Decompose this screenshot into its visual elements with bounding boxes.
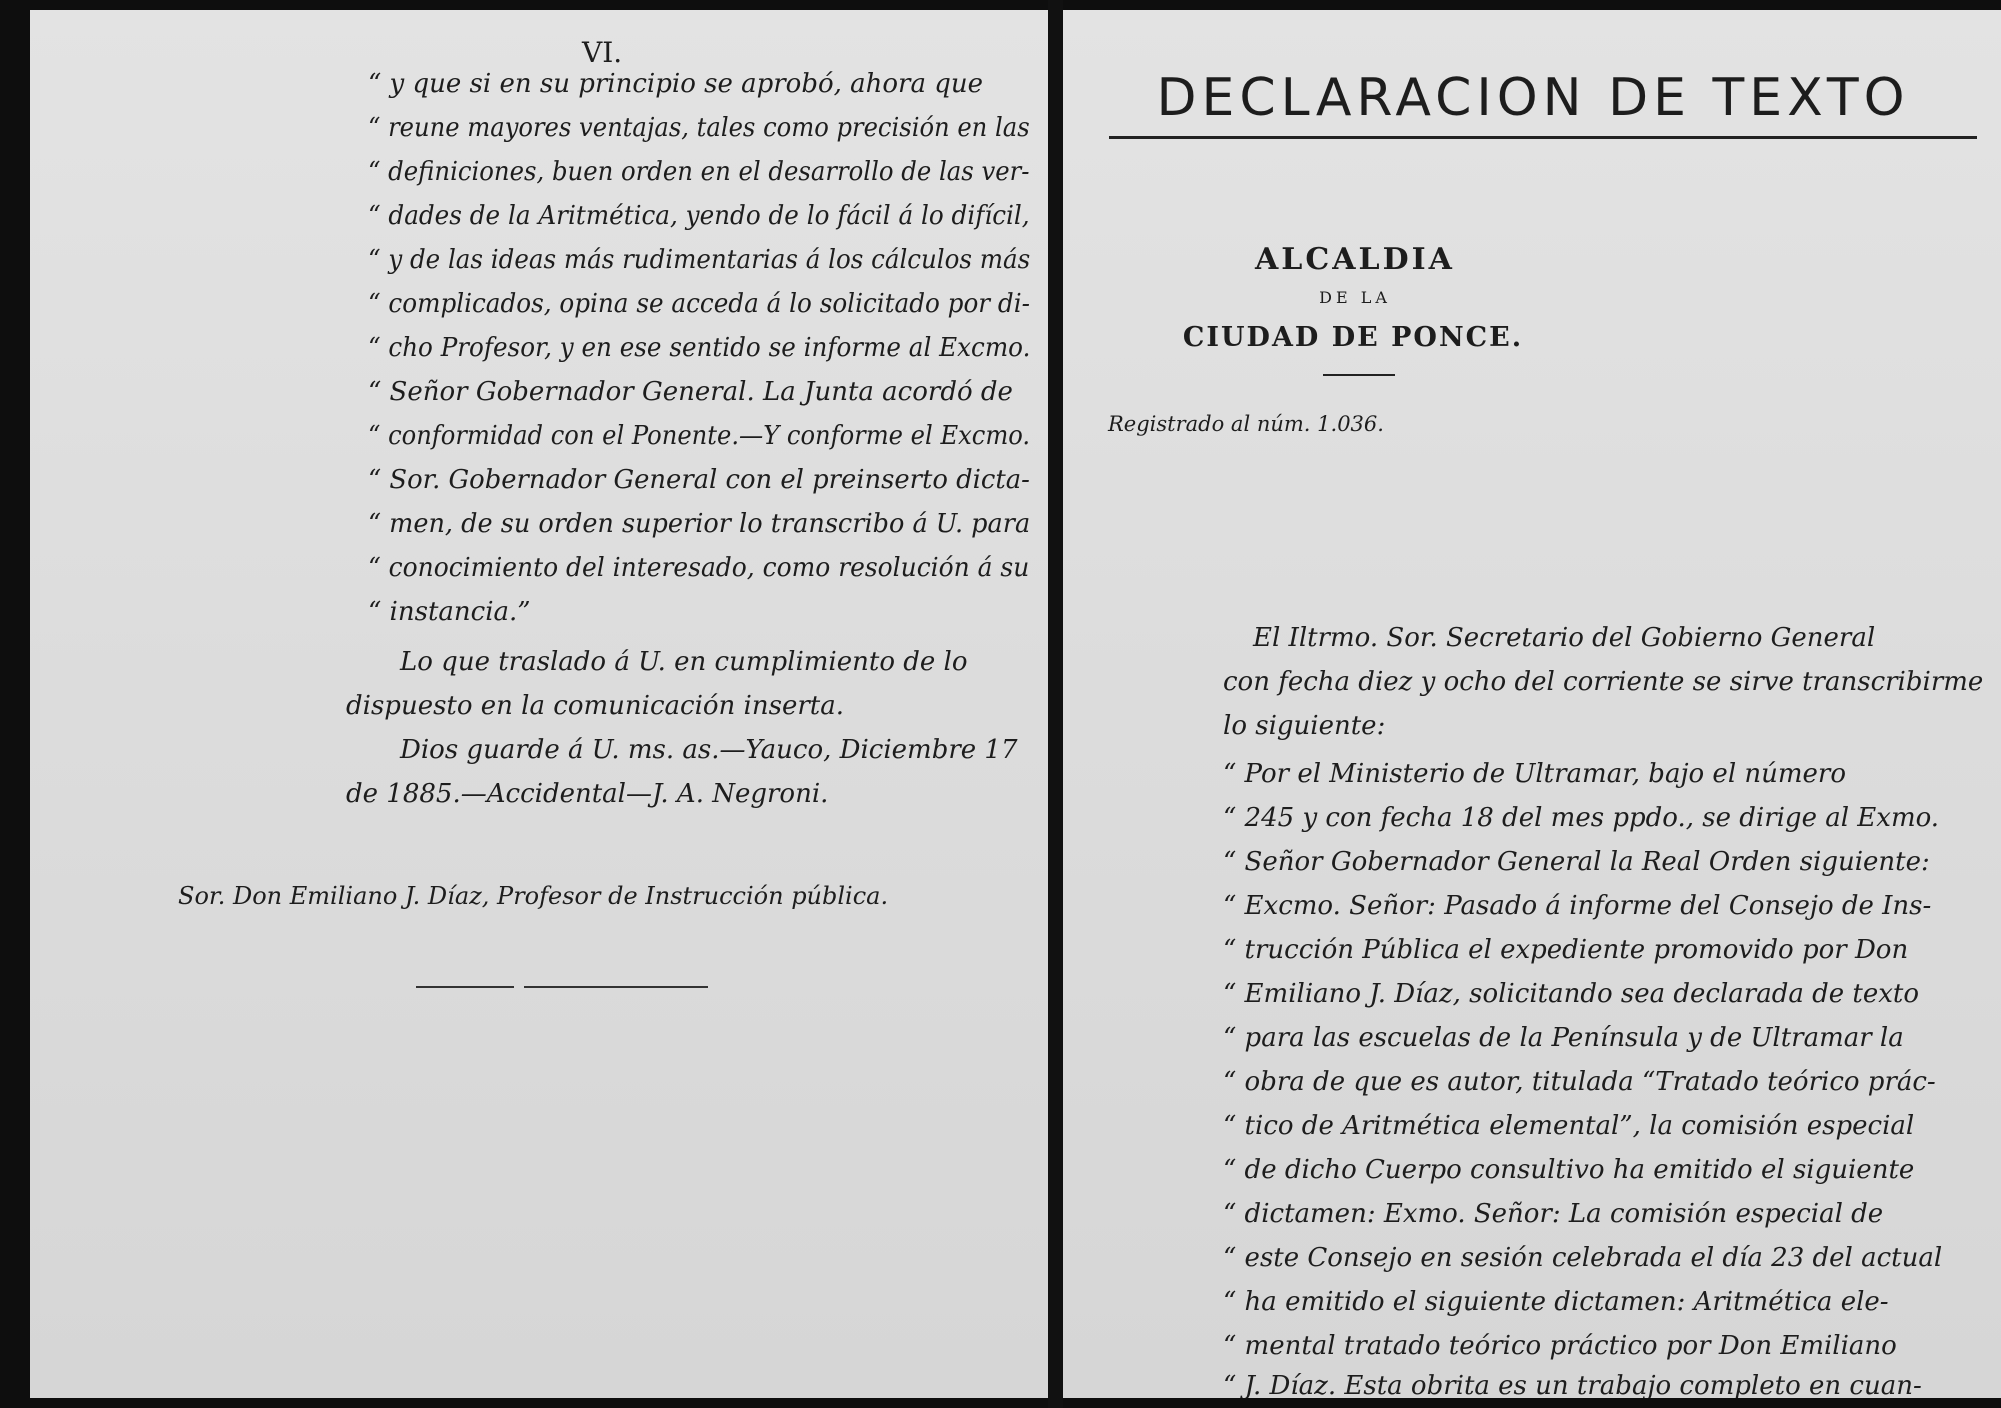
text-line: con fecha diez y ocho del corriente se sirve transcribirme bbox=[1223, 667, 1984, 697]
text-line: “ mental tratado teórico práctico por Don Emiliano bbox=[1223, 1331, 1897, 1361]
text-line: “ J. Díaz. Esta obrita es un trabajo completo en cuan- bbox=[1223, 1371, 1922, 1398]
text-line: de 1885.—Accidental—J. A. Negroni. bbox=[346, 779, 829, 809]
text-line: “ y que si en su principio se aprobó, ahora que bbox=[368, 69, 984, 99]
text-line: Lo que traslado á U. en cumplimiento de lo bbox=[400, 647, 968, 677]
text-line: “ trucción Pública el expediente promovido por Don bbox=[1223, 935, 1909, 965]
text-line: “ cho Profesor, y en ese sentido se informe al Excmo. bbox=[368, 333, 1031, 363]
text-line: “ ha emitido el siguiente dictamen: Aritmética ele- bbox=[1223, 1287, 1889, 1317]
text-line: “ Excmo. Señor: Pasado á informe del Consejo de Ins- bbox=[1223, 891, 1932, 921]
page-number: VI. bbox=[582, 36, 623, 69]
separator-rule bbox=[524, 986, 708, 988]
registration-line: Registrado al núm. 1.036. bbox=[1108, 412, 1384, 436]
text-line: “ para las escuelas de la Península y de Ultramar la bbox=[1223, 1023, 1904, 1053]
text-line: “ dades de la Aritmética, yendo de lo fácil á lo difícil, bbox=[368, 201, 1030, 231]
text-line: lo siguiente: bbox=[1223, 711, 1386, 741]
text-line: “ Sor. Gobernador General con el preinserto dicta- bbox=[368, 465, 1030, 495]
text-line: “ instancia.” bbox=[368, 597, 531, 627]
text-line: “ Emiliano J. Díaz, solicitando sea declarada de texto bbox=[1223, 979, 1920, 1009]
text-line: “ dictamen: Exmo. Señor: La comisión especial de bbox=[1223, 1199, 1884, 1229]
text-line: “ este Consejo en sesión celebrada el día 23 del actual bbox=[1223, 1243, 1943, 1273]
text-line: “ complicados, opina se acceda á lo solicitado por di- bbox=[368, 289, 1030, 319]
addressee-line: Sor. Don Emiliano J. Díaz, Profesor de Instrucción pública. bbox=[178, 882, 889, 910]
document-title: DECLARACION DE TEXTO bbox=[1156, 68, 1910, 128]
left-page bbox=[30, 10, 1048, 1398]
text-line: “ de dicho Cuerpo consultivo ha emitido el siguiente bbox=[1223, 1155, 1915, 1185]
text-line: El Iltrmo. Sor. Secretario del Gobierno General bbox=[1253, 623, 1876, 653]
text-line: “ Señor Gobernador General. La Junta acordó de bbox=[368, 377, 1013, 407]
text-line: “ reune mayores ventajas, tales como precisión en las bbox=[368, 113, 1030, 143]
de-la-heading: DE LA bbox=[1319, 288, 1391, 307]
ciudad-heading: CIUDAD DE PONCE. bbox=[1182, 322, 1524, 353]
text-line: “ tico de Aritmética elemental”, la comisión especial bbox=[1223, 1111, 1915, 1141]
title-rule bbox=[1109, 136, 1977, 139]
text-line: “ men, de su orden superior lo transcribo á U. para bbox=[368, 509, 1031, 539]
text-line: “ y de las ideas más rudimentarias á los cálculos más bbox=[368, 245, 1031, 275]
separator-rule bbox=[416, 986, 514, 988]
alcaldia-heading: ALCALDIA bbox=[1255, 242, 1455, 277]
text-line: “ Por el Ministerio de Ultramar, bajo el número bbox=[1223, 759, 1847, 789]
book-spine bbox=[1048, 0, 1063, 1408]
text-line: dispuesto en la comunicación inserta. bbox=[346, 691, 844, 721]
text-line: “ Señor Gobernador General la Real Orden siguiente: bbox=[1223, 847, 1930, 877]
heading-rule bbox=[1323, 374, 1395, 376]
text-line: “ conformidad con el Ponente.—Y conforme el Excmo. bbox=[368, 421, 1031, 451]
text-line: “ 245 y con fecha 18 del mes ppdo., se dirige al Exmo. bbox=[1223, 803, 1940, 833]
text-line: Dios guarde á U. ms. as.—Yauco, Diciembre 17 bbox=[400, 735, 1018, 765]
text-line: “ definiciones, buen orden en el desarrollo de las ver- bbox=[368, 157, 1030, 187]
text-line: “ conocimiento del interesado, como resolución á su bbox=[368, 553, 1030, 583]
text-line: “ obra de que es autor, titulada “Tratado teórico prác- bbox=[1223, 1067, 1936, 1097]
right-page bbox=[1063, 10, 2001, 1398]
